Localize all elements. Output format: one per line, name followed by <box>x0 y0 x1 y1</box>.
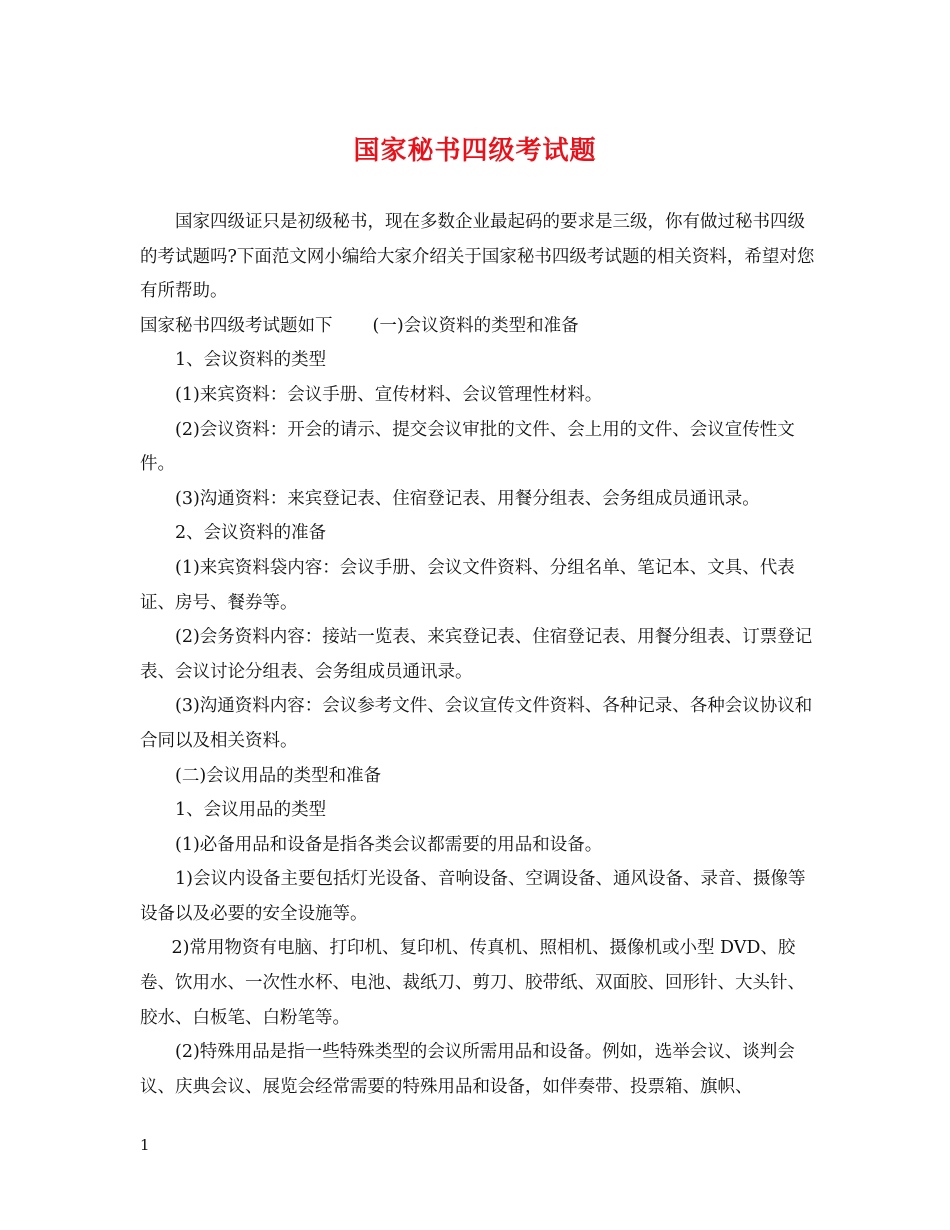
lead-line-part-b: (一)会议资料的类型和准备 <box>372 315 579 336</box>
paragraph: 1、会议资料的类型 <box>175 350 327 371</box>
intro-paragraph: 国家四级证只是初级秘书，现在多数企业最起码的要求是三级，你有做过秘书四级的考试题吗?下面范文网小编给大家介绍关于国家秘书四级考试题的相关资料，希望对您有所帮助。 <box>140 212 815 302</box>
document-body <box>140 205 820 1104</box>
paragraph: (1)必备用品和设备是指各类会议都需要的用品和设备。 <box>175 834 603 855</box>
paragraph: 2)常用物资有电脑、打印机、复印机、传真机、照相机、摄像机或小型 DVD、胶卷、饮用水、一次性水杯、电池、裁纸刀、剪刀、胶带纸、双面胶、回形针、大头针、胶水、白板笔、白粉笔等。 <box>140 938 805 1028</box>
page-number: 1 <box>140 1136 150 1154</box>
paragraph: (1)来宾资料袋内容：会议手册、会议文件资料、分组名单、笔记本、文具、代表证、房号、餐券等。 <box>140 557 795 613</box>
paragraph: 1、会议用品的类型 <box>175 800 327 821</box>
lead-line-part-a: 国家秘书四级考试题如下 <box>140 315 333 336</box>
document-title: 国家秘书四级考试题 <box>353 136 597 166</box>
paragraph: (2)会议资料：开会的请示、提交会议审批的文件、会上用的文件、会议宣传性文件。 <box>140 419 795 475</box>
paragraph: 2、会议资料的准备 <box>175 523 327 544</box>
paragraph: (2)会务资料内容：接站一览表、来宾登记表、住宿登记表、用餐分组表、订票登记表、会议讨论分组表、会务组成员通讯录。 <box>140 627 813 682</box>
paragraph: 1)会议内设备主要包括灯光设备、音响设备、空调设备、通风设备、录音、摄像等设备以及必要的安全设施等。 <box>140 869 806 924</box>
paragraph: (2)特殊用品是指一些特殊类型的会议所需用品和设备。例如，选举会议、谈判会议、庆典会议、展览会经常需要的特殊用品和设备，如伴奏带、投票箱、旗帜、 <box>140 1042 795 1097</box>
paragraph: (3)沟通资料：来宾登记表、住宿登记表、用餐分组表、会务组成员通讯录。 <box>175 488 760 509</box>
paragraph: (1)来宾资料：会议手册、宣传材料、会议管理性材料。 <box>175 384 603 405</box>
paragraph: (3)沟通资料内容：会议参考文件、会议宣传文件资料、各种记录、各种会议协议和合同以及相关资料。 <box>140 696 813 751</box>
lead-line <box>140 309 820 344</box>
paragraph: (二)会议用品的类型和准备 <box>175 765 382 786</box>
